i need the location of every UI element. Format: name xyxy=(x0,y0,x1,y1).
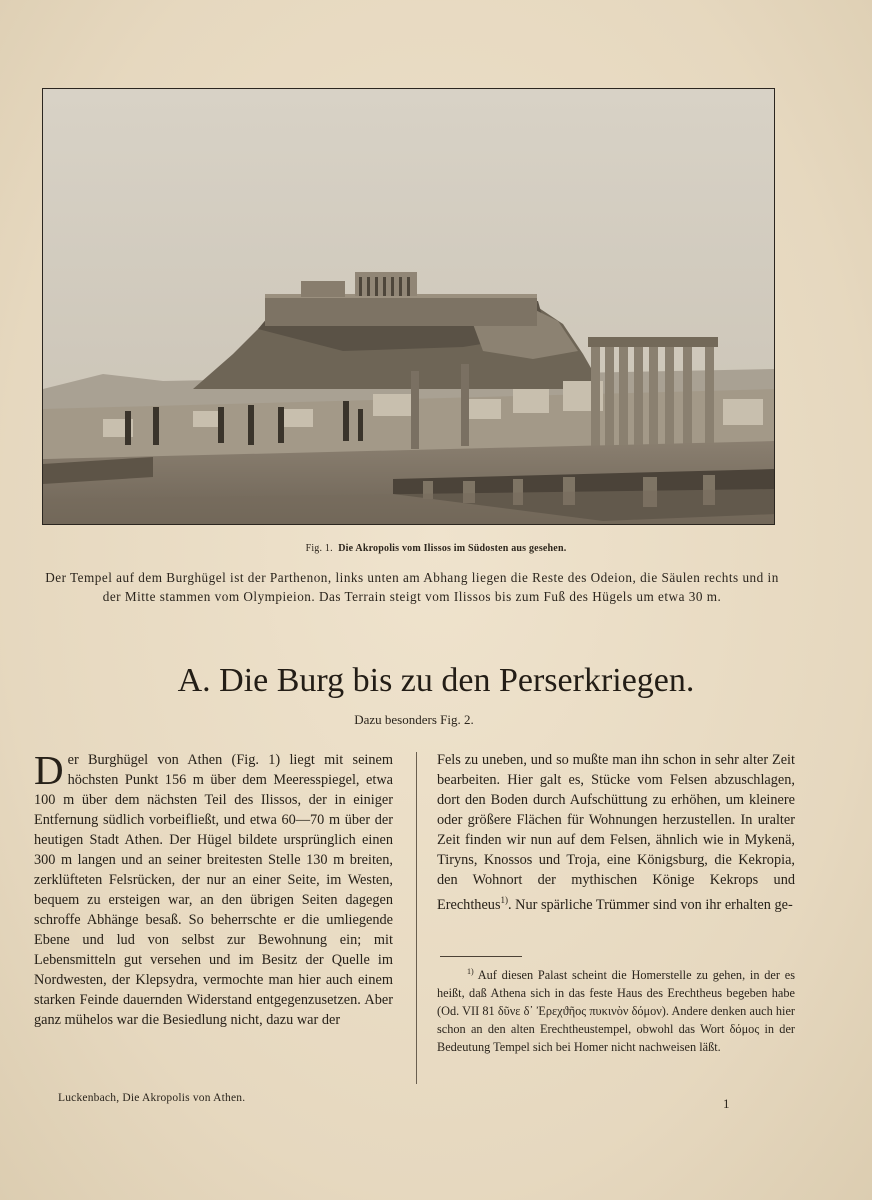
right-column-text: Fels zu uneben, und so mußte man ihn schon in sehr alter Zeit bearbeiten. Hier galt es, Stücke vom Felsen abzuschlagen, dort den Boden durch Aufschüttung zu erhöhen, um kleinere oder größere Flächen für Wohnungen herzustellen. In uralter Zeit finden wir nun auf dem Felsen, ähnlich wie in Mykenä, Tiryns, Knossos und Troja, eine Königsburg, die Kekropia, den Wohnort der mythischen Könige Kekrops und Erechtheus xyxy=(437,752,795,913)
running-title: Luckenbach, Die Akropolis von Athen. xyxy=(58,1092,246,1104)
footnote-text: Auf diesen Palast scheint die Homerstelle zu gehen, in der es heißt, daß Athena sich in das feste Haus des Erechtheus begeben habe (Od. VII 81 δῦνε δ᾽ Ἐρεχϑῆος πυκινὸν δόμον). Andere denken auch hier schon an den alten Erechtheustempel, obwohl das Wort δόμος in der Bedeutung Tempel sich bei Homer nicht nachweisen läßt. xyxy=(437,968,795,1055)
chapter-title: A. Die Burg bis zu den Perserkriegen. xyxy=(177,662,695,699)
figure-label: Fig. 1. xyxy=(305,543,333,554)
footnote-reference: 1) xyxy=(500,895,509,905)
figure-title: Die Akropolis vom Ilissos im Südosten aus gesehen. xyxy=(338,543,567,554)
left-column-text: er Burghügel von Athen (Fig. 1) liegt mit seinem höchsten Punkt 156 m über dem Meeresspiegel, etwa 100 m über dem nächsten Teil des Ilissos, der in einiger Entfernung südlich vorbeifließt, und etwa 60—70 m über der heutigen Stadt Athen. Der Hügel bildete ursprünglich einen 300 m langen und an seiner breitesten Stelle 130 m breiten, zerklüfteten Felsrücken, der nur an einer Seite, im Westen, bequem zu ersteigen war, an den übrigen Seiten dagegen schroffe Abhänge besaß. So beherrschte er die umliegende Ebene und lud von selbst zur Bewohnung ein; mit Lebensmitteln gut versehen und im Besitz der Quelle im Nordwesten, der Klepsydra, vermochte man hier auch einem starken Feinde dauernden Widerstand entgegenzusetzen. Aber ganz mühelos war die Besiedlung nicht, dazu war der xyxy=(34,752,393,1028)
acropolis-photo-illustration xyxy=(43,89,775,525)
column-divider xyxy=(416,752,417,1084)
figure-caption xyxy=(0,543,872,554)
footnote xyxy=(437,963,795,1056)
acropolis-photograph xyxy=(42,88,775,525)
footnote-rule xyxy=(440,956,522,957)
footnote-marker: 1) xyxy=(467,967,474,976)
body-column-left xyxy=(34,747,393,1030)
figure-description: Der Tempel auf dem Burghügel ist der Parthenon, links unten am Abhang liegen die Reste des Odeion, die Säulen rechts und in der Mitte stammen vom Olympieion. Das Terrain steigt vom Ilissos bis zum Fuß des Hügels um etwa 30 m. xyxy=(45,570,779,604)
right-column-text-continued: . Nur spärliche Trümmer sind von ihr erhalten ge- xyxy=(508,896,793,913)
page-number: 1 xyxy=(723,1096,730,1111)
chapter-subtitle: Dazu besonders Fig. 2. xyxy=(354,712,474,727)
body-column-right xyxy=(437,750,795,915)
drop-cap: D xyxy=(34,747,64,793)
